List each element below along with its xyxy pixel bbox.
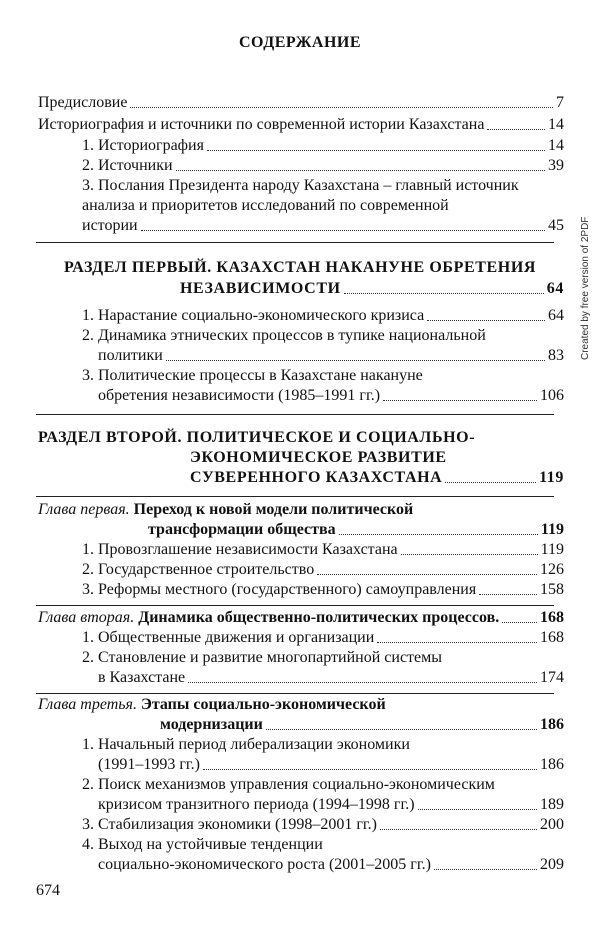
toc-entry-president-messages [82, 216, 564, 236]
entry-page: 186 [540, 756, 564, 773]
entry-text: трансформации общества [148, 521, 336, 538]
chapter2-heading: Глава вторая. Динамика общественно-политических процессов. [38, 609, 500, 626]
dot-leader [445, 482, 536, 483]
entry-text: 2. Государственное строительство [82, 561, 315, 578]
dot-leader [502, 622, 537, 623]
entry-page: 39 [548, 157, 564, 174]
dot-leader [380, 829, 537, 830]
chapter2-heading-entry [38, 608, 564, 628]
entry-text: Предисловие [38, 94, 128, 111]
toc-entry-line: 4. Выход на устойчивые тенденции [82, 836, 323, 853]
toc-entry-historiography [82, 136, 564, 156]
section-divider [36, 605, 554, 606]
entry-page: 14 [548, 116, 564, 133]
entry-text: 1. Общественные движения и организации [82, 629, 375, 646]
entry-text: социально-экономического роста (2001–2005 гг.) [98, 856, 431, 873]
chapter-label: Глава вторая [38, 609, 131, 626]
dot-leader [141, 230, 545, 231]
chapter-title: Динамика общественно-политических процессов. [138, 609, 500, 626]
entry-text: 1. Историография [82, 137, 204, 154]
toc-entry-ethnic-processes [98, 346, 564, 366]
entry-text: 3. Стабилизация экономики (1998–2001 гг.) [82, 816, 377, 833]
entry-page: 200 [540, 816, 564, 833]
entry-page: 119 [540, 541, 564, 558]
entry-page: 119 [539, 469, 564, 486]
chapter-label: Глава третья [38, 696, 133, 713]
part2-heading-entry [190, 468, 564, 488]
dot-leader [130, 107, 553, 108]
entry-page: 126 [540, 561, 564, 578]
toc-entry-historiography-sources [38, 115, 564, 135]
entry-page: 7 [556, 94, 564, 111]
chapter-title: Этапы социально-экономической [140, 696, 386, 713]
toc-page: СОДЕРЖАНИЕ Предисловие 7 Историография и источники по современной истории Казахстана 14 1. Историография 14 2. Источники 39 3. Послания Президента народу Казахстана – главный источник анализа и приоритетов исследований по современной истории 45 РАЗДЕЛ ПЕРВЫЙ. КАЗАХСТАН НАКАНУНЕ ОБРЕТЕНИЯ НЕЗАВИСИМОСТИ 64 1. Нарастание социально-экономического кризиса 64 2. Динамика этнических процессов в тупике национальной политики 83 3. Политические процессы в Казахстане накануне обретения независимости (1985–1991 гг.) 106 РАЗДЕЛ ВТОРОЙ. ПОЛИТИЧЕСКОЕ И СОЦИАЛЬНО- ЭКОНОМИЧЕСКОЕ РАЗВИТИЕ СУВЕРЕННОГО КАЗАХСТАНА 119 Глава первая. Переход к новой модели политической трансформации общества 119 1. Провозглашение независимости Казахстана 119 2. Государственное строительство 126 3. Реформы местного (государственного) самоуправления 158 Глава вторая. Динамика общественно-политических процессов. 168 1. Общественные движения и организации 168 2. Становление и развитие многопартийной системы в Казахстане 174 Глава третья. Этапы социально-экономической модернизации 186 1. Начальный период либерализации экономики (1991–1993 гг.) 186 2. Поиск механизмов управления социально-экономическим кризисом транзитного периода (1994–1998 гг.) 189 3. Стабилизация экономики (1998–2001 гг.) 200 4. Выход на устойчивые тенденции социально-экономического роста (2001–2005 гг.) 209 674 Created by free version of 2PDF [0, 0, 600, 940]
dot-leader [383, 400, 537, 401]
dot-leader [166, 360, 545, 361]
toc-entry-state-building [82, 560, 564, 580]
part2-heading-line: РАЗДЕЛ ВТОРОЙ. ПОЛИТИЧЕСКОЕ И СОЦИАЛЬНО- [38, 429, 476, 446]
toc-entry-local-government [82, 580, 564, 600]
dot-leader [207, 150, 545, 151]
section-divider [36, 242, 554, 243]
toc-entry-multiparty [98, 668, 564, 688]
entry-text: НЕЗАВИСИМОСТИ [180, 280, 341, 297]
entry-page: 119 [540, 521, 564, 538]
entry-text: 2. Источники [82, 157, 173, 174]
toc-entry-crisis [82, 306, 564, 326]
entry-text: истории [82, 217, 138, 234]
toc-entry-independence [82, 540, 564, 560]
toc-entry-preface [38, 93, 564, 113]
dot-leader [203, 769, 537, 770]
chapter-title: Переход к новой модели политической [133, 501, 414, 518]
dot-leader [188, 682, 537, 683]
entry-page: 189 [540, 796, 564, 813]
dot-leader [479, 594, 537, 595]
dot-leader [377, 642, 537, 643]
dot-leader [434, 869, 537, 870]
entry-text: кризисом транзитного периода (1994–1998 гг.) [98, 796, 415, 813]
page-title: СОДЕРЖАНИЕ [238, 34, 362, 51]
toc-entry-line: 2. Динамика этнических процессов в тупике национальной [82, 327, 486, 344]
toc-entry-line: анализа и приоритетов исследований по современной [82, 197, 449, 214]
part1-heading-line: РАЗДЕЛ ПЕРВЫЙ. КАЗАХСТАН НАКАНУНЕ ОБРЕТЕНИЯ [63, 259, 537, 276]
toc-entry-stabilization [82, 815, 564, 835]
entry-page: 186 [540, 716, 564, 733]
dot-leader [339, 534, 538, 535]
toc-entry-line: 3. Послания Президента народу Казахстана – главный источник [82, 177, 519, 194]
toc-entry-liberalization [98, 755, 564, 775]
entry-text: политики [98, 347, 163, 364]
dot-leader [317, 574, 537, 575]
entry-page: 106 [540, 387, 564, 404]
toc-entry-line: 1. Начальный период либерализации экономики [82, 736, 410, 753]
entry-page: 83 [548, 347, 564, 364]
entry-page: 168 [540, 609, 564, 626]
toc-entry-sources [82, 156, 564, 176]
entry-page: 45 [548, 217, 564, 234]
entry-text: 3. Реформы местного (государственного) самоуправления [82, 581, 477, 598]
toc-entry-social-movements [82, 628, 564, 648]
chapter1-heading-entry [148, 520, 564, 540]
dot-leader [176, 170, 545, 171]
part2-heading-line: ЭКОНОМИЧЕСКОЕ РАЗВИТИЕ [190, 449, 447, 466]
dot-leader [344, 293, 544, 294]
entry-text: 1. Нарастание социально-экономического кризиса [82, 307, 425, 324]
dot-leader [487, 129, 545, 130]
chapter1-heading: Глава первая. Переход к новой модели политической [38, 501, 414, 518]
entry-text: Историография и источники по современной истории Казахстана [38, 116, 485, 133]
toc-entry-line: 3. Политические процессы в Казахстане накануне [82, 367, 423, 384]
part1-heading-entry [180, 279, 564, 299]
toc-entry-growth [98, 855, 564, 875]
entry-text: 1. Провозглашение независимости Казахстана [82, 541, 398, 558]
entry-page: 158 [540, 581, 564, 598]
toc-entry-line: 2. Становление и развитие многопартийной системы [82, 649, 443, 666]
entry-page: 168 [540, 629, 564, 646]
section-divider [36, 693, 554, 694]
entry-text: обретения независимости (1985–1991 гг.) [98, 387, 381, 404]
entry-page: 64 [546, 280, 564, 297]
dot-leader [401, 554, 538, 555]
chapter-label: Глава первая [38, 501, 126, 518]
chapter3-heading-entry [160, 715, 564, 735]
toc-entry-line: 2. Поиск механизмов управления социально-экономическим [82, 776, 495, 793]
entry-page: 64 [548, 307, 564, 324]
dot-leader [418, 809, 537, 810]
section-divider [36, 496, 554, 497]
toc-entry-political-processes [98, 386, 564, 406]
entry-page: 174 [540, 669, 564, 686]
entry-text: (1991–1993 гг.) [98, 756, 200, 773]
toc-entry-crisis-management [98, 795, 564, 815]
entry-text: модернизации [160, 716, 263, 733]
dot-leader [427, 320, 545, 321]
chapter3-heading: Глава третья. Этапы социально-экономической [38, 696, 386, 713]
entry-text: СУВЕРЕННОГО КАЗАХСТАНА [190, 469, 443, 486]
page-number: 674 [36, 882, 60, 899]
entry-page: 209 [540, 856, 564, 873]
dot-leader [266, 729, 537, 730]
entry-text: в Казахстане [98, 669, 186, 686]
entry-page: 14 [548, 137, 564, 154]
section-divider [36, 414, 554, 415]
